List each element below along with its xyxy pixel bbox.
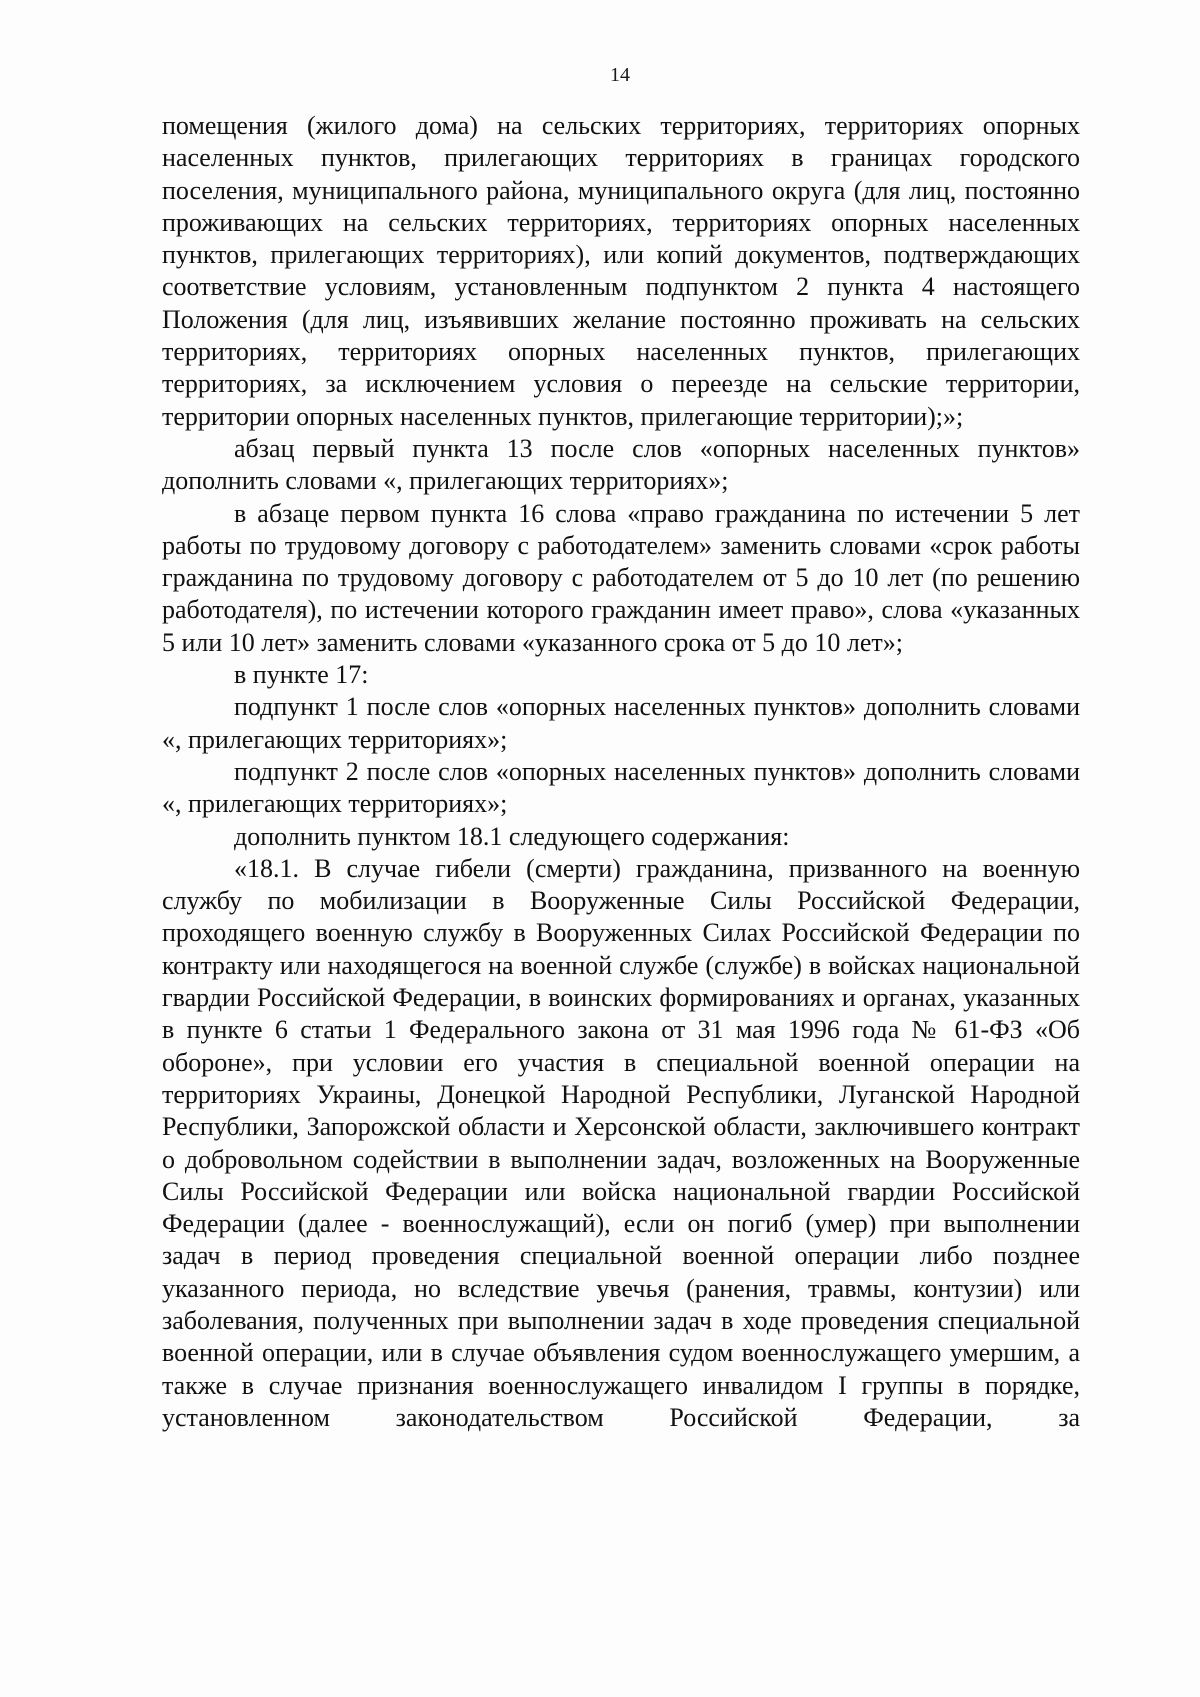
paragraph-subitem-2: подпункт 2 после слов «опорных населенных пунктов» дополнить словами «, прилегающих территориях»; [162,756,1080,819]
paragraph-continuation: помещения (жилого дома) на сельских территориях, территориях опорных населенных пунктов, прилегающих территориях в границах городского поселения, муниципального района, муниципального округа (для лиц, постоянно проживающих на сельских территориях, территориях опорных населенных пунктов, прилегающих территориях), или копий документов, подтверждающих соответствие условиям, установленным подпунктом 2 пункта 4 настоящего Положения (для лиц, изъявивших желание постоянно проживать на сельских территориях, территориях опорных населенных пунктов, прилегающих территориях, за исключением условия о переезде на сельские территории, территории опорных населенных пунктов, прилегающие территории);»; [162,111,1080,431]
paragraph-item-18-1-intro: дополнить пунктом 18.1 следующего содержания: [234,821,790,851]
paragraph-item-17-intro: в пункте 17: [234,660,369,690]
paragraph-item-16: в абзаце первом пункта 16 слова «право гражданина по истечении 5 лет работы по трудовому договору с работодателем» заменить словами «срок работы гражданина по трудовому договору с работодателем от 5 до 10 лет (по решению работодателя), по истечении которого гражданин имеет право», слова «указанных 5 или 10 лет» заменить словами «указанного срока от 5 до 10 лет»; [162,498,1080,657]
page-number: 14 [610,64,630,86]
paragraph-item-18-1-text: «18.1. В случае гибели (смерти) гражданина, призванного на военную службу по мобилизации в Вооруженные Силы Российской Федерации, проходящего военную службу в Вооруженных Силах Российской Федерации по контракту или находящегося на военной службе (службе) в войсках национальной гвардии Российской Федерации, в воинских формированиях и органах, указанных в пункте 6 статьи 1 Федерального закона от 31 мая 1996 года № 61-ФЗ «Об обороне», при условии его участия в специальной военной операции на территориях Украины, Донецкой Народной Республики, Луганской Народной Республики, Запорожской области и Херсонской области, заключившего контракт о добровольном содействии в выполнении задач, возложенных на Вооруженные Силы Российской Федерации или войска национальной гвардии Российской Федерации (далее - военнослужащий), если он погиб (умер) при выполнении задач в период проведения специальной военной операции либо позднее указанного периода, но вследствие увечья (ранения, травмы, контузии) или заболевания, полученных при выполнении задач в ходе проведения специальной военной операции, или в случае объявления судом военнослужащего умершим, а также в случае признания военнослужащего инвалидом I группы в порядке, установленном законодательством Российской Федерации, за [162,853,1080,1432]
document-body [162,110,1080,1434]
paragraph-item-13: абзац первый пункта 13 после слов «опорных населенных пунктов» дополнить словами «, прилегающих территориях»; [162,433,1080,496]
paragraph-subitem-1: подпункт 1 после слов «опорных населенных пунктов» дополнить словами «, прилегающих территориях»; [162,692,1080,754]
